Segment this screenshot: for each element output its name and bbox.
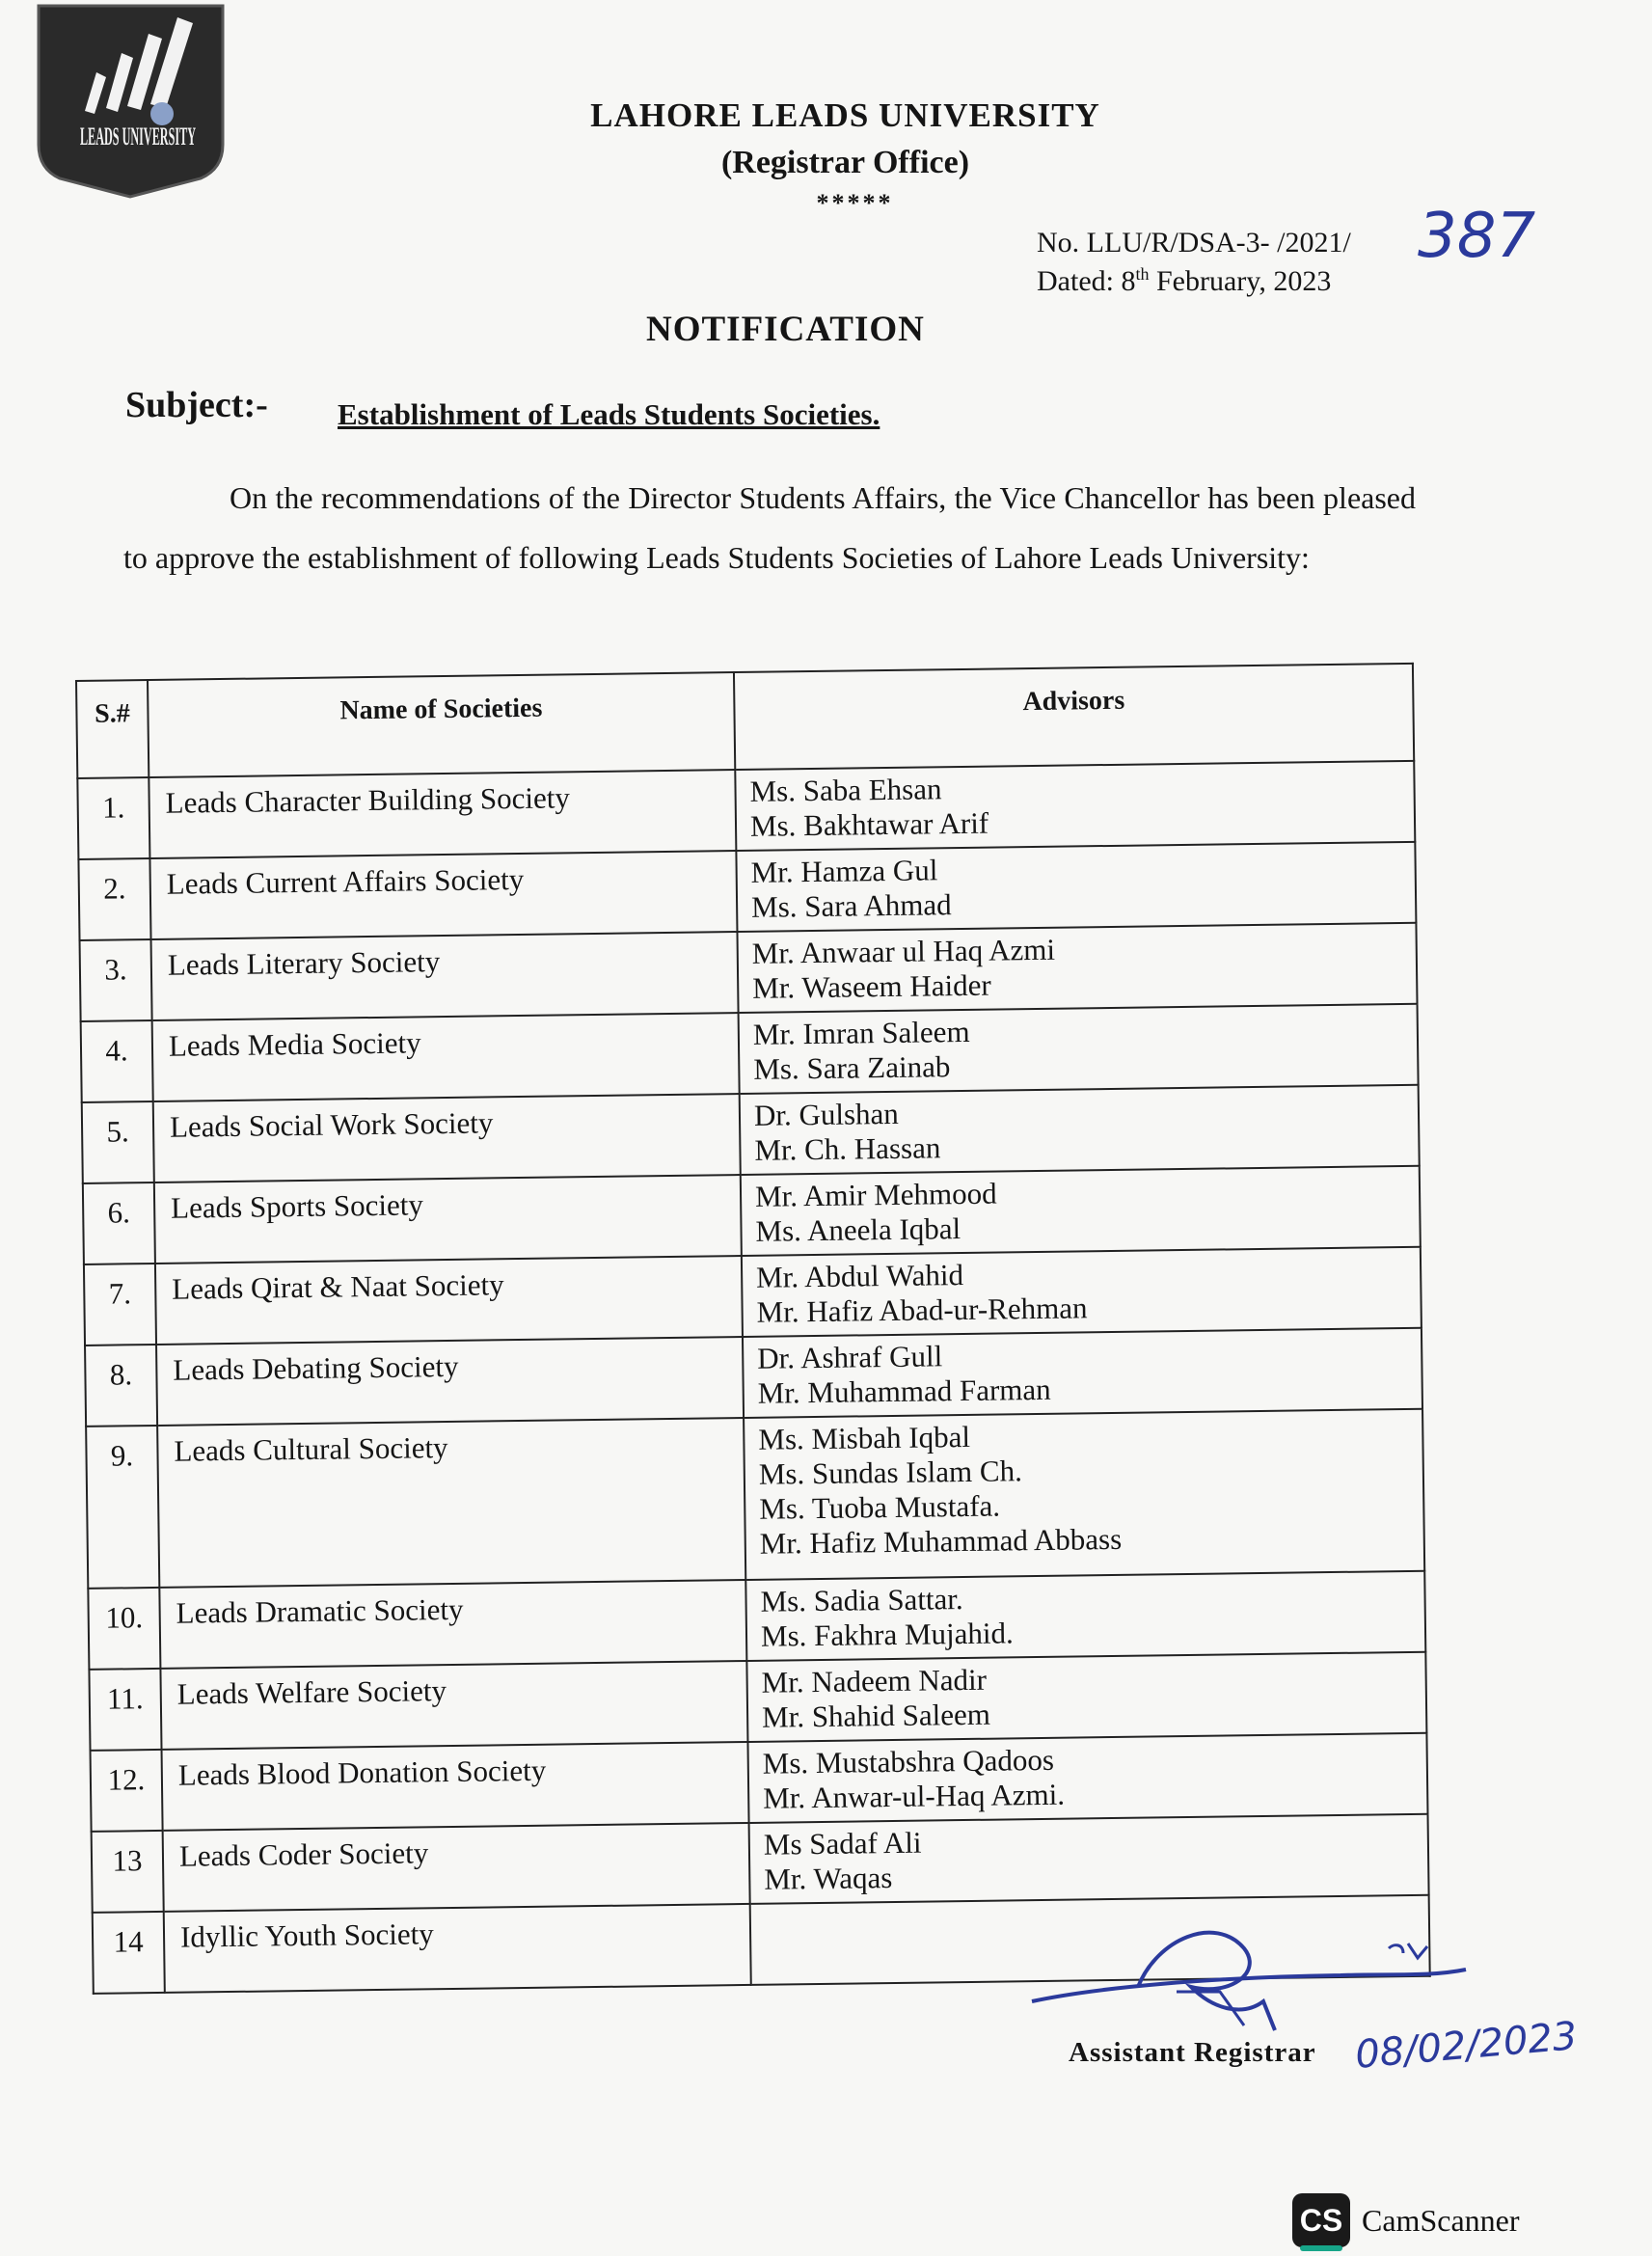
advisor-name: Mr. Muhammad Farman xyxy=(757,1372,1051,1410)
advisor-name: Ms. Sadia Sattar. xyxy=(760,1582,963,1618)
row-society-name: Leads Dramatic Society xyxy=(159,1580,746,1669)
advisor-name: Ms. Mustabshra Qadoos xyxy=(762,1742,1055,1780)
advisor-name: Mr. Waqas xyxy=(764,1861,893,1896)
notification-title: NOTIFICATION xyxy=(646,310,925,349)
advisor-name: Ms. Sara Ahmad xyxy=(750,887,952,924)
subject-label: Subject:- xyxy=(125,385,268,425)
advisor-name: Ms. Aneela Iqbal xyxy=(755,1211,961,1248)
advisor-name: Mr. Waseem Haider xyxy=(752,967,991,1005)
camscanner-text: CamScanner xyxy=(1362,2202,1520,2238)
advisor-name: Mr. Anwar-ul-Haq Azmi. xyxy=(763,1777,1066,1815)
row-society-name: Leads Character Building Society xyxy=(149,770,736,858)
row-serial: 1. xyxy=(77,777,149,859)
advisor-name: Ms. Misbah Iqbal xyxy=(758,1419,971,1456)
camscanner-logo-icon: CS xyxy=(1292,2193,1350,2247)
row-serial: 4. xyxy=(81,1020,153,1102)
row-serial: 10. xyxy=(88,1588,160,1670)
row-society-name: Leads Blood Donation Society xyxy=(162,1742,749,1831)
advisor-name: Mr. Hamza Gul xyxy=(750,853,938,889)
row-serial: 6. xyxy=(83,1182,155,1264)
header-society-name: Name of Societies xyxy=(148,672,735,777)
signature-mark xyxy=(1022,1919,1562,2112)
row-serial: 3. xyxy=(80,939,152,1021)
advisor-name: Mr. Anwaar ul Haq Azmi xyxy=(751,932,1056,970)
row-society-name: Leads Current Affairs Society xyxy=(149,851,737,939)
row-advisors xyxy=(735,761,1415,851)
row-society-name: Leads Social Work Society xyxy=(153,1094,741,1182)
separator-stars: ***** xyxy=(816,189,894,217)
row-society-name: Leads Debating Society xyxy=(156,1337,744,1426)
reference-number: No. LLU/R/DSA-3- /2021/ xyxy=(1037,227,1351,258)
notification-body: On the recommendations of the Director Students Affairs, the Vice Chancellor has been pleased to approve the establishment of following Leads Students Societies of Lahore Leads University: xyxy=(123,480,1416,575)
row-advisors xyxy=(741,1166,1421,1256)
row-serial: 5. xyxy=(82,1101,154,1183)
row-society-name: Leads Qirat & Naat Society xyxy=(155,1256,743,1345)
row-advisors xyxy=(742,1247,1422,1337)
university-name: LAHORE LEADS UNIVERSITY xyxy=(590,96,1100,134)
row-serial: 8. xyxy=(85,1345,157,1427)
row-serial: 7. xyxy=(84,1264,156,1345)
advisor-name: Mr. Shahid Saleem xyxy=(761,1697,991,1734)
date-month-year: February, 2023 xyxy=(1149,265,1332,297)
subject-text: Establishment of Leads Students Societies. xyxy=(338,397,880,431)
row-serial: 11. xyxy=(89,1669,161,1751)
advisor-name: Dr. Gulshan xyxy=(753,1096,900,1132)
row-society-name: Leads Coder Society xyxy=(163,1823,750,1912)
handwritten-signature-date: 08/02/2023 xyxy=(1353,2014,1580,2078)
row-society-name: Leads Literary Society xyxy=(151,932,739,1020)
signatory-title: Assistant Registrar xyxy=(1069,2037,1316,2068)
signature-icon xyxy=(1022,1919,1562,2112)
advisor-name: Dr. Ashraf Gull xyxy=(757,1339,943,1375)
row-serial: 13 xyxy=(92,1831,164,1913)
societies-table-wrapper xyxy=(75,663,1431,1995)
table-body xyxy=(77,761,1429,1994)
row-society-name: Leads Cultural Society xyxy=(157,1418,745,1588)
row-advisors xyxy=(737,923,1417,1013)
advisor-name: Ms. Sundas Islam Ch. xyxy=(758,1454,1023,1491)
row-advisors xyxy=(745,1571,1425,1661)
date-prefix: Dated: 8 xyxy=(1037,265,1136,297)
advisor-name: Ms. Bakhtawar Arif xyxy=(749,805,989,843)
row-advisors xyxy=(744,1409,1424,1580)
header-serial: S.# xyxy=(76,680,149,778)
row-serial: 2. xyxy=(78,858,150,940)
header-advisors: Advisors xyxy=(734,664,1414,770)
societies-table xyxy=(75,663,1431,1995)
row-advisors xyxy=(747,1733,1427,1823)
row-serial: 9. xyxy=(86,1426,159,1589)
advisor-name: Mr. Hafiz Muhammad Abbass xyxy=(759,1521,1123,1561)
advisor-name: Ms. Fakhra Mujahid. xyxy=(760,1616,1015,1653)
advisor-name: Mr. Abdul Wahid xyxy=(755,1257,964,1294)
row-advisors xyxy=(743,1328,1422,1418)
row-advisors xyxy=(740,1085,1420,1175)
advisor-name: Ms. Sara Zainab xyxy=(753,1049,951,1086)
office-name: (Registrar Office) xyxy=(720,145,970,180)
row-serial: 12. xyxy=(91,1750,163,1832)
row-advisors xyxy=(739,1004,1419,1094)
row-society-name: Idyllic Youth Society xyxy=(164,1904,751,1993)
row-society-name: Leads Welfare Society xyxy=(160,1661,747,1750)
handwritten-reference-number: 387 xyxy=(1418,201,1536,272)
advisor-name: Mr. Ch. Hassan xyxy=(754,1130,941,1167)
camscanner-watermark xyxy=(1292,2189,1520,2251)
advisor-name: Mr. Imran Saleem xyxy=(752,1014,970,1051)
row-advisors xyxy=(749,1814,1429,1904)
advisor-name: Ms Sadaf Ali xyxy=(763,1825,922,1862)
table-row xyxy=(86,1409,1424,1589)
svg-text:LEADS UNIVERSITY: LEADS UNIVERSITY xyxy=(80,122,197,150)
advisor-name: Mr. Hafiz Abad-ur-Rehman xyxy=(756,1291,1088,1329)
advisor-name: Mr. Amir Mehmood xyxy=(754,1176,997,1213)
row-serial: 14 xyxy=(93,1912,165,1994)
table-header-row xyxy=(76,664,1414,778)
advisor-name: Ms. Tuoba Mustafa. xyxy=(759,1488,1001,1526)
row-society-name: Leads Sports Society xyxy=(154,1175,742,1264)
row-society-name: Leads Media Society xyxy=(152,1013,740,1101)
advisor-name: Mr. Nadeem Nadir xyxy=(761,1662,988,1699)
advisor-name: Ms. Saba Ehsan xyxy=(749,772,942,808)
row-advisors xyxy=(746,1652,1426,1742)
date-suffix-sup: th xyxy=(1135,264,1150,284)
date-line xyxy=(1037,264,1331,298)
row-advisors xyxy=(736,842,1416,932)
